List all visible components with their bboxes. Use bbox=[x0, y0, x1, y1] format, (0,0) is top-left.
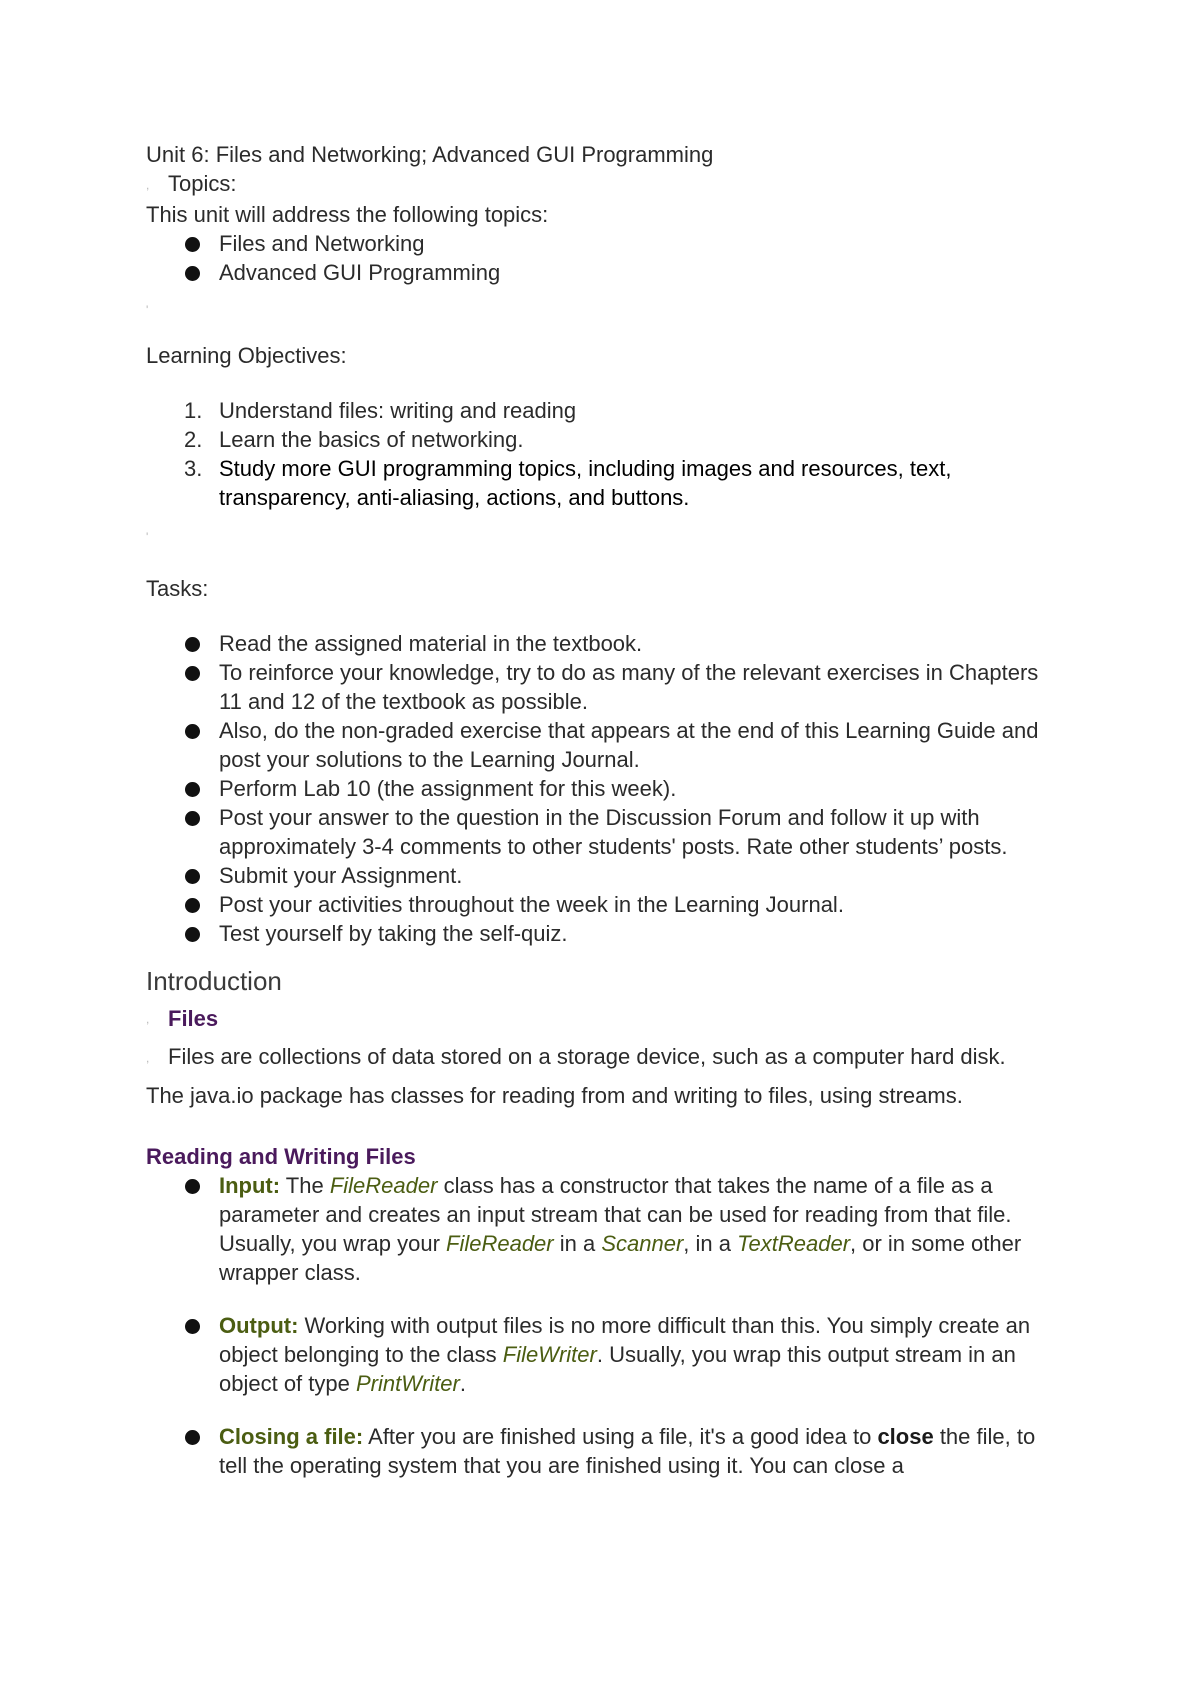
files-heading: Files bbox=[168, 1005, 219, 1031]
list-item: Files and Networking bbox=[146, 229, 1066, 258]
files-paragraph-1-text: Files are collections of data stored on a storage device, such as a computer hard disk. bbox=[168, 1044, 1006, 1070]
spacer-line bbox=[146, 287, 1066, 341]
anchor-mark: , bbox=[146, 1051, 150, 1066]
inline-text: The bbox=[280, 1173, 330, 1199]
anchor-mark: ' bbox=[146, 530, 149, 545]
input-label: Input: bbox=[219, 1173, 281, 1199]
code-term: Scanner bbox=[601, 1231, 684, 1257]
objectives-list bbox=[146, 396, 1066, 512]
keyword-close: close bbox=[877, 1424, 934, 1450]
list-item: Submit your Assignment. bbox=[146, 861, 1066, 890]
list-item bbox=[146, 454, 1066, 512]
list-item: Perform Lab 10 (the assignment for this week). bbox=[146, 774, 1066, 803]
spacer bbox=[146, 370, 1066, 396]
anchor-mark: ' bbox=[146, 303, 149, 318]
introduction-heading: Introduction bbox=[146, 965, 282, 996]
code-term: FileReader bbox=[329, 1173, 438, 1199]
anchor-mark: , bbox=[146, 177, 150, 192]
list-item: Post your answer to the question in the Discussion Forum and follow it up with approximately 3-4 comments to other students' posts. Rate other students’ posts. bbox=[146, 803, 1066, 861]
spacer bbox=[146, 948, 1066, 964]
closing-label: Closing a file: bbox=[219, 1424, 364, 1450]
code-term: TextReader bbox=[737, 1231, 851, 1257]
spacer bbox=[146, 1398, 1066, 1422]
inline-text: Working with output files is no more difficult than this. You simply create an object belonging to the class bbox=[219, 1313, 1031, 1368]
topics-label-line bbox=[146, 169, 1066, 200]
spacer bbox=[146, 1110, 1066, 1142]
unit-title: Unit 6: Files and Networking; Advanced GUI Programming bbox=[146, 142, 714, 167]
tasks-list bbox=[146, 629, 1066, 948]
files-heading-line bbox=[146, 1004, 1066, 1035]
code-term: PrintWriter bbox=[355, 1371, 460, 1397]
inline-text: the file, to tell the operating system that you are finished using it. You can close a bbox=[219, 1424, 1036, 1479]
spacer bbox=[146, 603, 1066, 629]
files-paragraph-2: The java.io package has classes for reading from and writing to files, using streams. bbox=[146, 1083, 963, 1109]
list-item: Advanced GUI Programming bbox=[146, 258, 1066, 287]
files-paragraph-1 bbox=[146, 1042, 1066, 1073]
topics-label: Topics: bbox=[168, 171, 237, 196]
list-item bbox=[146, 425, 1066, 454]
input-item bbox=[146, 1171, 1066, 1287]
list-item bbox=[146, 396, 1066, 425]
list-number: 2. bbox=[184, 426, 203, 452]
closing-item bbox=[146, 1422, 1066, 1480]
reading-writing-list bbox=[146, 1171, 1066, 1480]
inline-text: After you are finished using a file, it's a good idea to bbox=[363, 1424, 878, 1450]
anchor-mark: , bbox=[146, 1012, 150, 1027]
inline-text: , in a bbox=[683, 1231, 738, 1257]
spacer-line bbox=[146, 512, 1066, 574]
spacer bbox=[146, 1287, 1066, 1311]
topics-intro: This unit will address the following topics: bbox=[146, 201, 549, 227]
list-item-text: Understand files: writing and reading bbox=[219, 397, 577, 423]
list-item: Also, do the non-graded exercise that appears at the end of this Learning Guide and post your solutions to the Learning Journal. bbox=[146, 716, 1066, 774]
code-term: FileWriter bbox=[502, 1342, 597, 1368]
list-item-text: Study more GUI programming topics, including images and resources, text, transparency, anti-aliasing, actions, and buttons. bbox=[219, 455, 952, 510]
document-page bbox=[146, 140, 1066, 1480]
objectives-label: Learning Objectives: bbox=[146, 342, 347, 368]
list-number: 3. bbox=[184, 455, 203, 481]
inline-text: in a bbox=[553, 1231, 602, 1257]
code-term: FileReader bbox=[446, 1231, 554, 1257]
inline-text: , or in some other wrapper class. bbox=[219, 1231, 1022, 1286]
output-label: Output: bbox=[219, 1313, 299, 1339]
output-item bbox=[146, 1311, 1066, 1398]
inline-text: class has a constructor that takes the name of a file as a parameter and creates an input stream that can be used for reading from that file. Usually, you wrap your bbox=[219, 1173, 1012, 1257]
list-item: Test yourself by taking the self-quiz. bbox=[146, 919, 1066, 948]
inline-text: . Usually, you wrap this output stream in an object of type bbox=[219, 1342, 1016, 1397]
list-item: Read the assigned material in the textbook. bbox=[146, 629, 1066, 658]
list-item: Post your activities throughout the week in the Learning Journal. bbox=[146, 890, 1066, 919]
reading-writing-heading: Reading and Writing Files bbox=[146, 1144, 416, 1170]
inline-text: . bbox=[459, 1371, 466, 1397]
topics-list bbox=[146, 229, 1066, 287]
list-number: 1. bbox=[184, 397, 203, 423]
list-item-text: Learn the basics of networking. bbox=[219, 426, 524, 452]
list-item: To reinforce your knowledge, try to do as many of the relevant exercises in Chapters 11 and 12 of the textbook as possible. bbox=[146, 658, 1066, 716]
tasks-label: Tasks: bbox=[146, 575, 209, 601]
